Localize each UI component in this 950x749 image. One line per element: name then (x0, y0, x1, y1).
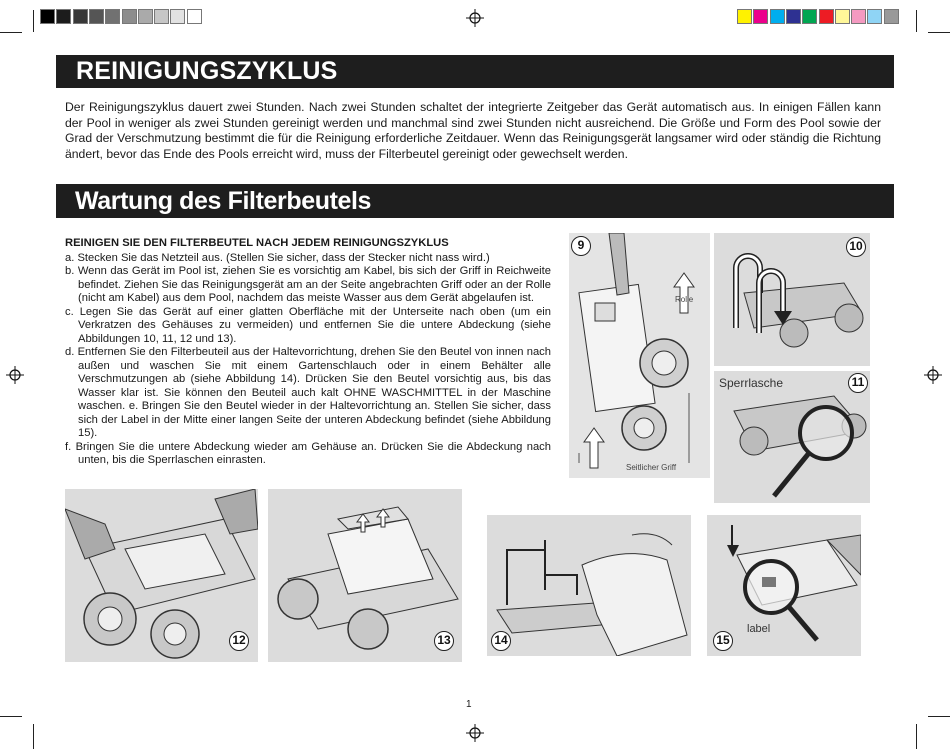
instruction-item: d. Entfernen Sie den Filterbeuteil aus der Haltevorrichtung, drehen Sie den Beutel von innen nach außen und waschen Sie mit einem Gartenschlauch oder in einem Behälter alle Verschmutzungen ab (siehe Abbildung 14). Drücken Sie den Beutel vorsichtig aus, bis das Wasser klar ist. Sie können den Beuteil auch kalt OHNE WASCHMITTEL in der Maschine waschen. e. Bringen Sie den Beutel wieder in der Haltevorrichtung an. Stellen Sie sicher, dass sich der Label in der Mitte einer langen Seite der unteren Abdeckung befindet (siehe Abbildung 15). (65, 346, 551, 439)
crop-mark (0, 716, 22, 717)
flip-cleaner-illustration (714, 233, 870, 366)
cleaner-lifting-illustration (569, 233, 710, 478)
figure-10 (714, 233, 870, 366)
gray-swatch (122, 9, 137, 24)
instruction-item: b. Wenn das Gerät im Pool ist, ziehen Sie es vorsichtig am Kabel, bis sich der Griff in Reichweite befindet. Ziehen Sie das Reinigungsgerät am an der Seite angebrachten Griff oder an der Rolle (nicht am Kabel) aus dem Pool, nachdem das meiste Wasser aus dem Gerät abgelaufen ist. (65, 265, 551, 304)
gray-swatch (187, 9, 202, 24)
instructions-heading: REINIGEN SIE DEN FILTERBEUTEL NACH JEDEM REINIGUNGSZYKLUS (65, 237, 449, 249)
crop-mark (928, 32, 950, 33)
crop-mark (33, 10, 34, 32)
figure-12 (65, 489, 258, 662)
gray-swatch (105, 9, 120, 24)
registration-mark-icon (924, 366, 942, 384)
registration-mark-icon (466, 724, 484, 742)
locking-tab-illustration (714, 371, 870, 503)
wash-filter-illustration (487, 515, 691, 656)
page-title: REINIGUNGSZYKLUS (56, 55, 894, 88)
color-swatch (835, 9, 850, 24)
figure-number: 10 (846, 237, 866, 257)
gray-swatch (73, 9, 88, 24)
instruction-item: c. Legen Sie das Gerät auf einer glatten Oberfläche mit der Unterseite nach oben (um ein Verkratzen des Gehäuses zu vermeiden) und entfernen Sie die untere Abdeckung (siehe Abbildungen 10, 11, 12 und 13). (65, 305, 551, 345)
figure-number: 14 (491, 631, 511, 651)
color-swatch (819, 9, 834, 24)
crop-mark (928, 716, 950, 717)
figure-number: 12 (229, 631, 249, 651)
figure-13 (268, 489, 462, 662)
figure-label-label: label (747, 623, 771, 635)
lift-filter-illustration (268, 489, 462, 662)
intro-paragraph: Der Reinigungszyklus dauert zwei Stunden. Nach zwei Stunden schaltet der integrierte Zeitgeber das Gerät automatisch aus. In einigen Fällen kann der Pool in weniger als zwei Stunden gereinigt werden und manchmal sind zwei Stunden nicht ausreichend. Die Größe und Form des Pool sowie der Grad der Verschmutzung bestimmt die für die Reinigung erforderliche Zeitdauer. Wenn das Reinigungsgerät langsamer wird oder ständig die Richtung ändert, bevor das Ende des Pools erreicht wird, muss der Filterbeutel gereinigt oder gewechselt werden. (65, 100, 881, 161)
instruction-item: f. Bringen Sie die untere Abdeckung wieder am Gehäuse an. Drücken Sie die Abdeckung nach unten, bis die Sperrlaschen einrasten. (65, 440, 551, 466)
gray-swatch (170, 9, 185, 24)
figure-14 (487, 515, 691, 656)
instruction-item: a. Stecken Sie das Netzteil aus. (Stellen Sie sicher, dass der Stecker nicht nass wird.) (65, 251, 490, 264)
registration-mark-icon (6, 366, 24, 384)
crop-mark (0, 32, 22, 33)
figure-number: 9 (571, 236, 591, 256)
gray-swatch (89, 9, 104, 24)
figure-number: 15 (713, 631, 733, 651)
page-number: 1 (466, 699, 472, 710)
gray-swatch (40, 9, 55, 24)
figure-label-seitlicher-griff: Seitlicher Griff (626, 463, 677, 472)
figure-label-sperrlasche: Sperrlasche (719, 376, 784, 390)
color-swatch (884, 9, 899, 24)
figure-11 (714, 371, 870, 503)
crop-mark (33, 724, 34, 749)
color-swatch (770, 9, 785, 24)
figure-9 (569, 233, 710, 478)
figure-label-rolle: Rolle (675, 295, 694, 304)
registration-mark-icon (466, 9, 484, 27)
color-swatch (753, 9, 768, 24)
color-swatch (786, 9, 801, 24)
crop-mark (916, 724, 917, 749)
color-swatch (737, 9, 752, 24)
gray-swatch (154, 9, 169, 24)
crop-mark (916, 10, 917, 32)
instructions (65, 237, 551, 468)
color-swatch (867, 9, 882, 24)
figure-15 (707, 515, 861, 656)
gray-swatch (138, 9, 153, 24)
color-swatch (851, 9, 866, 24)
color-swatch (802, 9, 817, 24)
section-title: Wartung des Filterbeutels (56, 184, 894, 218)
figure-number: 11 (848, 373, 868, 393)
figure-number: 13 (434, 631, 454, 651)
gray-swatch (56, 9, 71, 24)
